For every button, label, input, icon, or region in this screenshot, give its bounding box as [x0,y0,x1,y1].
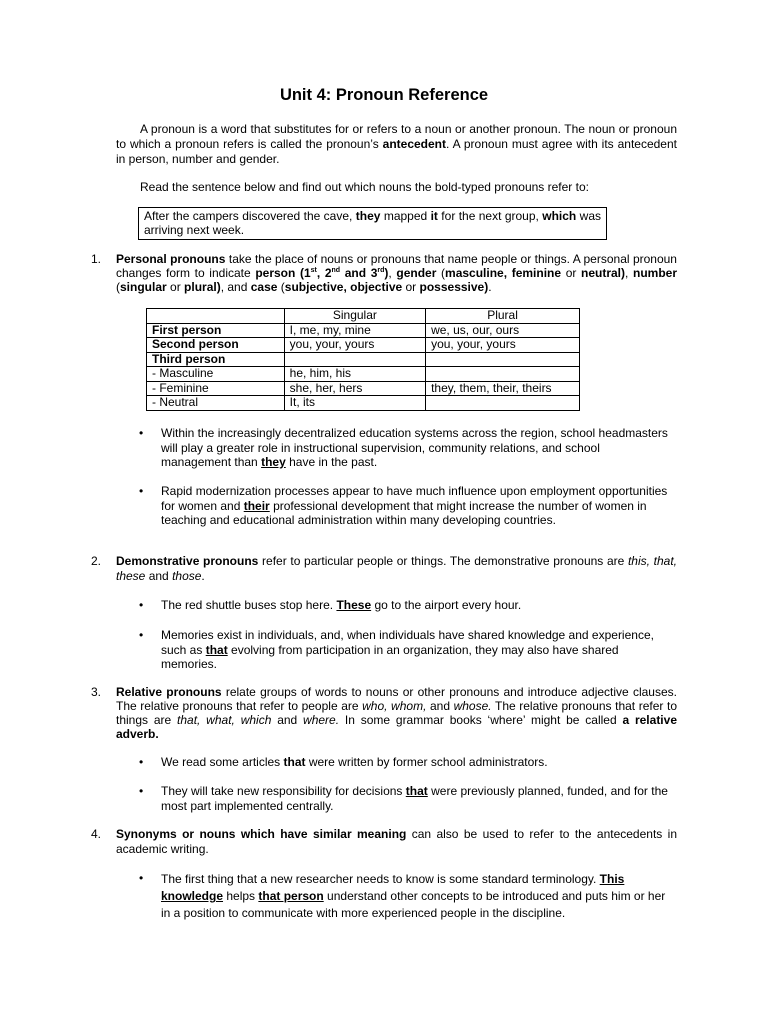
example-text: mapped [380,209,431,223]
relative-adverb-term: a relative adverb. [116,713,677,741]
table-cell [426,396,580,411]
case-values: subjective, objective [284,280,403,294]
personal-pronouns-term: Personal pronouns [116,252,226,266]
table-cell: you, your, yours [426,338,580,353]
intro-antecedent: antecedent [382,137,446,151]
sep: or [402,280,420,294]
relative-pronouns-term: Relative pronouns [116,685,222,699]
section-4-number: 4. [91,827,102,841]
example-text: We read some articles [161,755,284,769]
table-row [147,396,580,411]
table-cell: - Neutral [147,396,285,411]
person-label: person (1 [255,266,311,280]
section-3-example-2 [161,784,671,813]
table-cell [426,352,580,367]
bullet-icon: • [139,598,144,612]
table-cell [426,367,580,382]
instruction-paragraph: Read the sentence below and find out which nouns the bold-typed pronouns refer to: [140,180,589,194]
intro-text-end: . A pronoun must agree with its antecedent in person, number and gender. [116,137,677,166]
sep: . [201,569,205,583]
highlighted-pronoun: that [283,755,306,769]
sep: or [166,280,185,294]
example-text: for the next group, [437,209,543,223]
table-row [147,367,580,382]
table-header: Singular [284,309,425,324]
example-text: Rapid modernization processes appear to have much influence upon employment opportunities for women and [161,484,668,513]
example-pronoun-they: they [355,209,381,223]
table-cell: she, her, hers [284,381,425,396]
sup-rd: rd [377,267,385,274]
example-text: was arriving next week. [144,209,601,237]
relative-where: where. [303,713,340,727]
example-text: The red shuttle buses stop here. [161,598,337,612]
section-1-body: take the place of nouns or pronouns that name people or things. A personal pronoun changes form to indicate [116,252,677,280]
sep: and [426,699,454,713]
section-1-example-1 [161,426,671,470]
sup-st: st [310,267,317,274]
table-cell: Second person [147,338,285,353]
bullet-icon: • [139,784,144,798]
sep: , [625,266,633,280]
sep: and [271,713,304,727]
bullet-icon: • [139,755,144,769]
table-cell: It, its [284,396,425,411]
example-text: understand other concepts to be introduced and puts him or her in a position to communicate with more experienced people in the discipline. [161,889,666,920]
demonstrative-those: those [172,569,202,583]
section-1-number: 1. [91,252,102,266]
table-cell: First person [147,323,285,338]
table-cell: - Masculine [147,367,285,382]
example-text: After the campers discovered the cave, [144,209,356,223]
example-text: evolving from participation in an organization, they may also have shared memories. [161,642,619,671]
sep: ( [436,266,446,280]
example-text: have in the past. [285,455,378,469]
section-2-text [116,554,677,584]
table-row [147,338,580,353]
demonstrative-examples: this, that, these [116,554,677,583]
number-term: number [633,266,678,280]
table-row [147,323,580,338]
bullet-icon: • [139,484,144,498]
bullet-icon: • [139,628,144,642]
intro-paragraph [116,122,677,167]
example-text: go to the airport every hour. [371,598,522,612]
highlighted-pronoun: they [261,455,286,469]
example-pronoun-it: it [430,209,438,223]
sep: or [561,266,581,280]
intro-text: A pronoun is a word that substitutes for or refers to a noun or another pronoun. The noun or pronoun to which a pronoun refers is called the pronoun’s [116,122,677,151]
example-text: helps [223,889,259,903]
table-row [147,352,580,367]
relative-whose: whose. [453,699,492,713]
section-4-text [116,827,677,857]
section-2-body: refer to particular people or things. The demonstrative pronouns are [258,554,628,568]
example-text: They will take new responsibility for decisions [161,784,406,798]
section-2-example-1 [161,598,671,613]
bullet-icon: • [139,426,144,440]
section-3-body: relate groups of words to nouns or other pronouns and introduce adjective clauses. The relative pronouns that refer to people are [116,685,677,713]
table-cell: they, them, their, theirs [426,381,580,396]
sep: and [145,569,173,583]
section-3-text [116,685,677,741]
highlighted-noun: that person [258,889,324,903]
table-row [147,381,580,396]
table-header-row [147,309,580,324]
highlighted-pronoun: that [405,784,428,798]
table-cell [284,352,425,367]
table-cell: he, him, his [284,367,425,382]
relative-things: that, what, which [177,713,272,727]
table-cell: I, me, my, mine [284,323,425,338]
person-3: and 3 [340,266,378,280]
plural-term: plural) [184,280,221,294]
section-3-example-1 [161,755,671,770]
personal-pronoun-table [146,308,580,411]
example-text: The first thing that a new researcher needs to know is some standard terminology. [161,872,600,886]
section-3-number: 3. [91,685,102,699]
person-term [255,266,388,280]
page-title: Unit 4: Pronoun Reference [279,86,489,104]
table-cell: Third person [147,352,285,367]
singular-term: singular [120,280,167,294]
sep: ( [277,280,285,294]
table-cell: you, your, yours [284,338,425,353]
sep: , [388,266,397,280]
relative-people: who, whom, [362,699,427,713]
sep: ( [116,280,120,294]
gender-values: masculine, feminine [445,266,562,280]
section-3-body: In some grammar books ‘where’ might be called [339,713,623,727]
demonstrative-pronouns-term: Demonstrative pronouns [116,554,259,568]
table-header [147,309,285,324]
table-header: Plural [426,309,580,324]
sep: . [488,280,492,294]
example-text: Within the increasingly decentralized education systems across the region, school headmasters will play a greater role in instructional supervision, community relations, and school management than [161,426,668,469]
section-1-text [116,252,677,294]
section-2-example-2 [161,628,671,672]
person-2: , 2 [316,266,332,280]
highlighted-noun: This knowledge [161,872,625,903]
section-1-example-2 [161,484,671,528]
table-cell: - Feminine [147,381,285,396]
sup-nd: nd [331,267,341,274]
section-4-example-1 [161,871,671,922]
example-sentence-box [138,207,607,240]
person-close: ) [384,266,389,280]
section-2-number: 2. [91,554,102,568]
gender-term: gender [396,266,437,280]
highlighted-pronoun: These [336,598,372,612]
example-text: Memories exist in individuals, and, when individuals have shared knowledge and experience, such as [161,628,654,657]
gender-neutral: neutral) [581,266,626,280]
possessive-term: possessive) [419,280,489,294]
table-cell: we, us, our, ours [426,323,580,338]
bullet-icon: • [139,871,144,885]
example-text: were written by former school administrators. [305,755,548,769]
case-term: case [250,280,278,294]
highlighted-pronoun: their [243,498,270,513]
sep: , and [220,280,251,294]
section-4-body: can also be used to refer to the antecedents in academic writing. [116,827,677,856]
example-pronoun-which: which [542,209,577,223]
section-3-body: The relative pronouns that refer to things are [116,699,677,727]
example-text: professional development that might increase the number of women in teaching and educational administration within many developing countries. [161,498,647,527]
example-text: were previously planned, funded, and for the most part implemented centrally. [161,784,668,813]
highlighted-pronoun: that [205,642,228,657]
synonyms-term: Synonyms or nouns which have similar meaning [116,827,407,841]
